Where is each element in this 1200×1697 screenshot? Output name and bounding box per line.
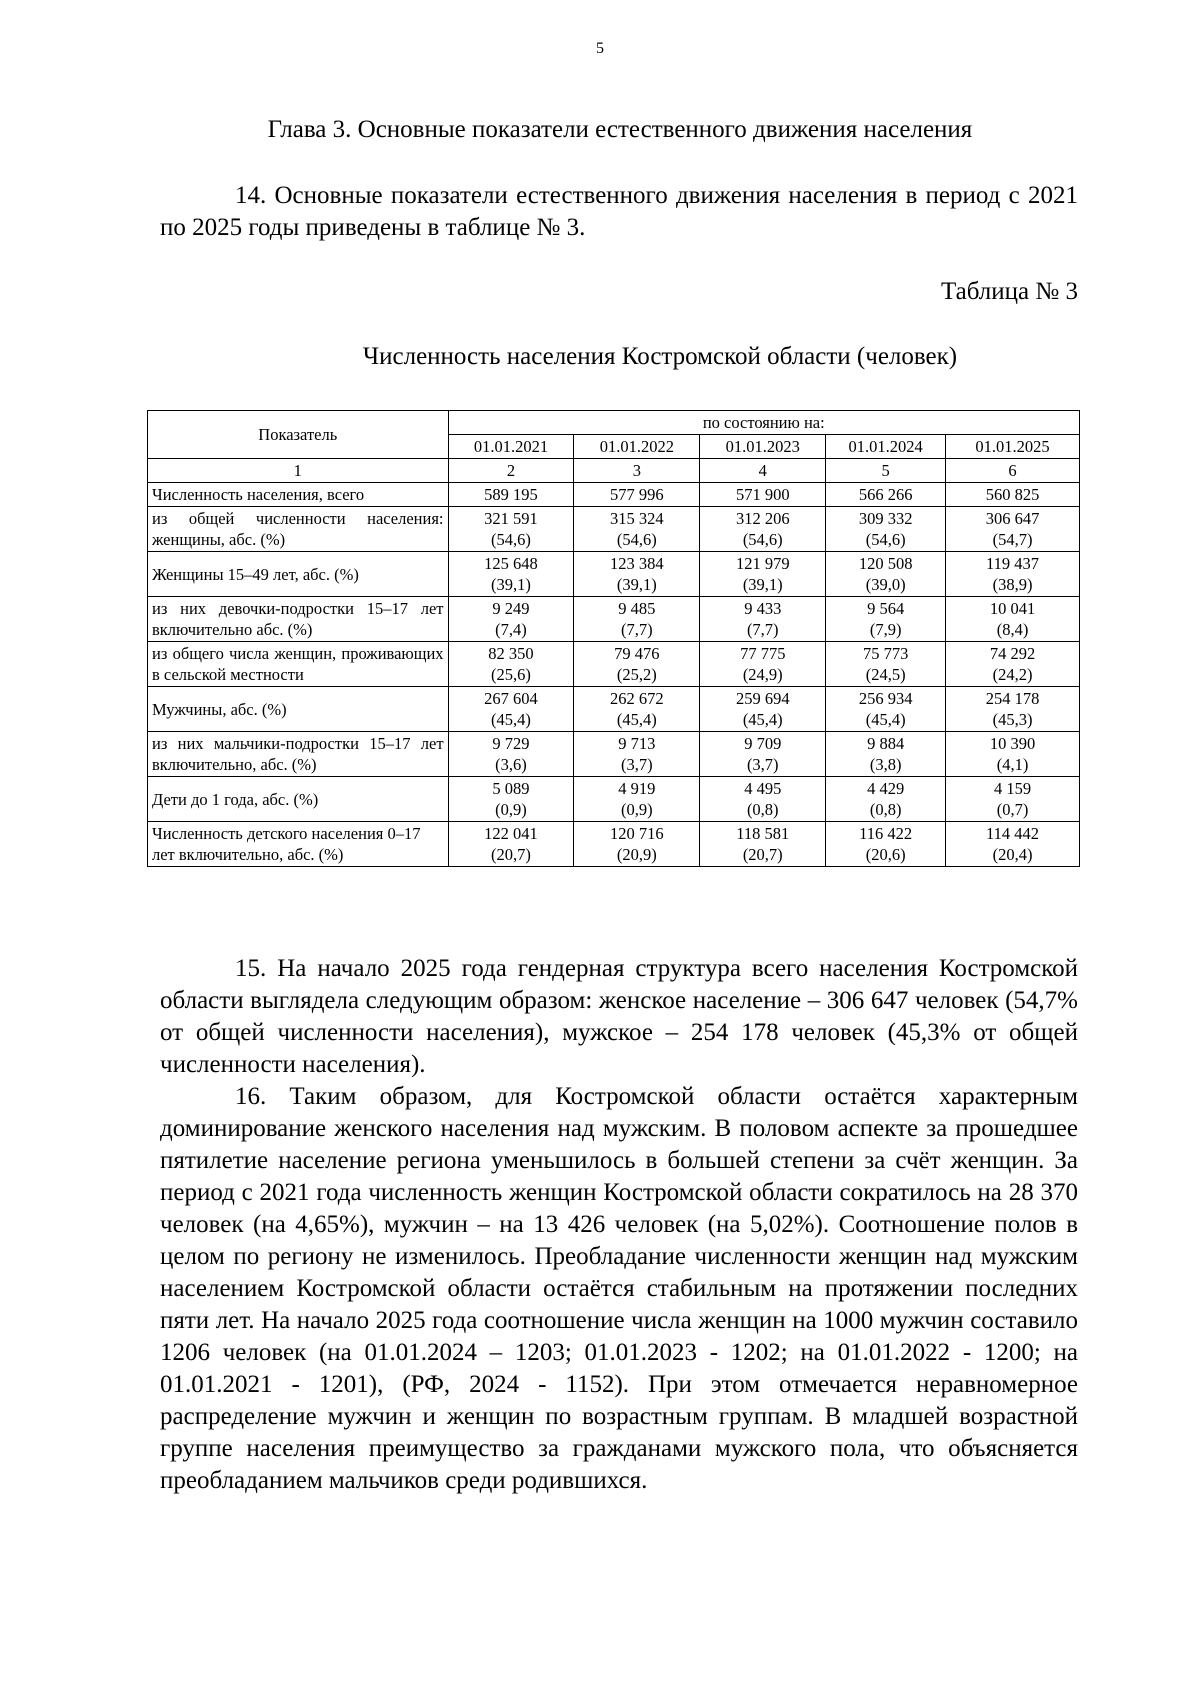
absolute-value: 262 672: [610, 689, 664, 708]
percent-value: (25,6): [491, 665, 531, 684]
percent-value: (0,8): [746, 800, 779, 819]
absolute-value: 120 508: [858, 554, 913, 573]
percent-value: (45,4): [742, 710, 783, 729]
table-row: [148, 777, 1080, 822]
percent-value: (20,7): [742, 845, 783, 864]
row-value-cell: [574, 642, 700, 687]
paragraph-15: [160, 953, 1078, 1081]
absolute-value: 254 178: [985, 689, 1040, 708]
absolute-value: 9 249: [492, 599, 530, 618]
row-value-cell: [574, 687, 700, 732]
percent-value: (39,0): [865, 575, 906, 594]
percent-value: (54,6): [742, 530, 783, 549]
row-value-cell: [700, 777, 826, 822]
percent-value: (0,8): [869, 800, 902, 819]
paragraph-14-text: 14. Основные показатели естественного движения населения в период с 2021 по 2025 годы приведены в таблице № 3.: [160, 182, 1078, 241]
row-value-cell: [700, 822, 826, 867]
absolute-value: 82 350: [488, 644, 534, 663]
absolute-value: 125 648: [484, 554, 538, 573]
absolute-value: 577 996: [610, 485, 664, 504]
column-number: 6: [946, 459, 1080, 483]
percent-value: (45,3): [992, 710, 1033, 729]
paragraph-16-text: 16. Таким образом, для Костромской области остаётся характерным доминирование женского населения над мужским. В половом аспекте за прошедшее пятилетие население региона уменьшилось в большей степени за счёт женщин. За период с 2021 года численность женщин Костромской области сократилось на 28 370 человек (на 4,65%), мужчин – на 13 426 человек (на 5,02%). Соотношение полов в целом по региону не изменилось. Преобладание численности женщин над мужским населением Костромской области остаётся стабильным на протяжении последних пяти лет. На начало 2025 года соотношение числа женщин на 1000 мужчин составило 1206 человек (на 01.01.2024 – 1203; 01.01.2023 - 1202; на 01.01.2022 - 1200; на 01.01.2021 - 1201), (РФ, 2024 - 1152). При этом отмечается неравномерное распределение мужчин и женщин по возрастным группам. В младшей возрастной группе населения преимущество за гражданами мужского пола, что объясняется преобладанием мальчиков среди родившихся.: [160, 1083, 1078, 1494]
absolute-value: 79 476: [614, 644, 660, 663]
row-label: из них девочки-подростки 15–17 лет включительно абс. (%): [148, 597, 449, 642]
row-value-cell: [448, 597, 574, 642]
absolute-value: 9 485: [618, 599, 656, 618]
absolute-value: 9 433: [744, 599, 782, 618]
percent-value: (7,7): [746, 620, 779, 639]
absolute-value: 256 934: [858, 689, 913, 708]
row-label: Численность детского населения 0–17 лет включительно, абс. (%): [148, 822, 449, 867]
row-value-cell: [826, 642, 946, 687]
page-number: 5: [596, 40, 604, 57]
row-value-cell: [946, 507, 1080, 552]
absolute-value: 114 442: [986, 824, 1040, 843]
row-value-cell: [700, 732, 826, 777]
percent-value: (3,7): [746, 755, 779, 774]
table-body: [148, 411, 1080, 867]
percent-value: (20,4): [992, 845, 1033, 864]
row-value-cell: [826, 687, 946, 732]
row-value-cell: [826, 507, 946, 552]
column-number: 1: [148, 459, 449, 483]
percent-value: (0,9): [621, 800, 653, 819]
percent-value: (20,6): [865, 845, 906, 864]
table-header-row: [148, 411, 1080, 435]
percent-value: (7,4): [495, 620, 527, 639]
header-as-of: по состоянию на:: [448, 411, 1079, 435]
row-value-cell: [700, 483, 826, 507]
table-row: [148, 732, 1080, 777]
row-label: Мужчины, абс. (%): [148, 687, 449, 732]
header-date: 01.01.2025: [946, 435, 1080, 459]
percent-value: (7,7): [621, 620, 653, 639]
row-value-cell: [946, 822, 1080, 867]
absolute-value: 267 604: [484, 689, 538, 708]
row-value-cell: [826, 597, 946, 642]
row-label: из общей численности населения: женщины, абс. (%): [148, 507, 449, 552]
absolute-value: 9 709: [744, 734, 782, 753]
row-value-cell: [946, 687, 1080, 732]
absolute-value: 259 694: [735, 689, 790, 708]
absolute-value: 4 159: [993, 779, 1032, 798]
absolute-value: 120 716: [610, 824, 664, 843]
table-row: [148, 552, 1080, 597]
column-number: 3: [574, 459, 700, 483]
table-row: [148, 687, 1080, 732]
row-value-cell: [574, 822, 700, 867]
column-number: 5: [826, 459, 946, 483]
row-label: из общего числа женщин, проживающих в сельской местности: [148, 642, 449, 687]
percent-value: (0,7): [996, 800, 1029, 819]
row-value-cell: [826, 552, 946, 597]
row-value-cell: [448, 552, 574, 597]
row-value-cell: [574, 507, 700, 552]
paragraph-15-text: 15. На начало 2025 года гендерная структура всего населения Костромской области выглядела следующим образом: женское население – 306 647 человек (54,7% от общей численности населения), мужское – 254 178 человек (45,3% от общей численности населения).: [160, 955, 1078, 1078]
absolute-value: 309 332: [858, 509, 913, 528]
row-value-cell: [946, 642, 1080, 687]
row-value-cell: [574, 552, 700, 597]
percent-value: (39,1): [742, 575, 783, 594]
row-value-cell: [448, 642, 574, 687]
percent-value: (45,4): [865, 710, 906, 729]
absolute-value: 4 919: [618, 779, 656, 798]
percent-value: (3,6): [495, 755, 527, 774]
absolute-value: 4 495: [744, 779, 782, 798]
header-date: 01.01.2022: [574, 435, 700, 459]
absolute-value: 77 775: [740, 644, 786, 663]
row-value-cell: [448, 732, 574, 777]
absolute-value: 116 422: [859, 824, 913, 843]
chapter-title: Глава 3. Основные показатели естественного движения населения: [267, 116, 973, 143]
row-value-cell: [700, 552, 826, 597]
percent-value: (24,5): [865, 665, 906, 684]
absolute-value: 9 564: [867, 599, 905, 618]
percent-value: (54,7): [992, 530, 1033, 549]
absolute-value: 123 384: [610, 554, 664, 573]
percent-value: (4,1): [996, 755, 1029, 774]
percent-value: (7,9): [869, 620, 902, 639]
row-value-cell: [700, 687, 826, 732]
table-row: [148, 507, 1080, 552]
table-row: [148, 483, 1080, 507]
column-number: 4: [700, 459, 826, 483]
percent-value: (39,1): [491, 575, 531, 594]
row-value-cell: [448, 777, 574, 822]
row-value-cell: [826, 483, 946, 507]
row-label: Женщины 15–49 лет, абс. (%): [148, 552, 449, 597]
absolute-value: 75 773: [862, 644, 909, 663]
percent-value: (45,4): [491, 710, 531, 729]
table-label: Таблица № 3: [940, 278, 1078, 305]
percent-value: (20,9): [616, 845, 657, 864]
percent-value: (20,7): [491, 845, 531, 864]
absolute-value: 119 437: [986, 554, 1040, 573]
row-value-cell: [826, 777, 946, 822]
absolute-value: 121 979: [735, 554, 790, 573]
percent-value: (8,4): [996, 620, 1029, 639]
row-label: Численность населения, всего: [148, 483, 449, 507]
row-label: Дети до 1 года, абс. (%): [148, 777, 449, 822]
absolute-value: 589 195: [484, 485, 538, 504]
row-value-cell: [448, 687, 574, 732]
absolute-value: 5 089: [492, 779, 530, 798]
column-number: 2: [448, 459, 574, 483]
table-row: [148, 597, 1080, 642]
percent-value: (39,1): [616, 575, 657, 594]
paragraph-14: [160, 180, 1078, 244]
header-indicator: Показатель: [148, 411, 449, 459]
row-value-cell: [826, 822, 946, 867]
absolute-value: 571 900: [735, 485, 790, 504]
absolute-value: 10 390: [989, 734, 1036, 753]
absolute-value: 321 591: [484, 509, 538, 528]
header-date: 01.01.2024: [826, 435, 946, 459]
paragraph-16: [160, 1081, 1078, 1497]
percent-value: (24,2): [992, 665, 1033, 684]
percent-value: (45,4): [616, 710, 657, 729]
table-row: [148, 642, 1080, 687]
row-value-cell: [946, 777, 1080, 822]
absolute-value: 9 729: [492, 734, 530, 753]
row-value-cell: [700, 642, 826, 687]
row-value-cell: [700, 507, 826, 552]
row-value-cell: [574, 732, 700, 777]
header-date: 01.01.2021: [448, 435, 574, 459]
percent-value: (38,9): [992, 575, 1033, 594]
absolute-value: 10 041: [989, 599, 1036, 618]
absolute-value: 118 581: [736, 824, 790, 843]
row-value-cell: [946, 597, 1080, 642]
absolute-value: 4 429: [867, 779, 905, 798]
row-value-cell: [448, 507, 574, 552]
absolute-value: 122 041: [484, 824, 538, 843]
absolute-value: 9 713: [618, 734, 656, 753]
row-value-cell: [700, 597, 826, 642]
table-column-number-row: [148, 459, 1080, 483]
header-date: 01.01.2023: [700, 435, 826, 459]
row-value-cell: [574, 597, 700, 642]
row-value-cell: [574, 777, 700, 822]
percent-value: (54,6): [616, 530, 657, 549]
percent-value: (54,6): [865, 530, 906, 549]
row-value-cell: [826, 732, 946, 777]
row-value-cell: [448, 822, 574, 867]
percent-value: (3,8): [869, 755, 902, 774]
row-value-cell: [946, 732, 1080, 777]
row-value-cell: [946, 483, 1080, 507]
absolute-value: 74 292: [989, 644, 1036, 663]
absolute-value: 9 884: [867, 734, 905, 753]
percent-value: (25,2): [616, 665, 657, 684]
population-table: [147, 410, 1080, 867]
row-value-cell: [946, 552, 1080, 597]
percent-value: (24,9): [742, 665, 783, 684]
percent-value: (54,6): [491, 530, 531, 549]
percent-value: (0,9): [495, 800, 527, 819]
table-row: [148, 822, 1080, 867]
absolute-value: 560 825: [985, 485, 1040, 504]
absolute-value: 566 266: [858, 485, 913, 504]
row-value-cell: [448, 483, 574, 507]
table-title: Численность населения Костромской области (человек): [362, 343, 958, 370]
absolute-value: 315 324: [610, 509, 664, 528]
absolute-value: 306 647: [985, 509, 1040, 528]
row-label: из них мальчики-подростки 15–17 лет включительно, абс. (%): [148, 732, 449, 777]
absolute-value: 312 206: [735, 509, 790, 528]
row-value-cell: [574, 483, 700, 507]
percent-value: (3,7): [621, 755, 653, 774]
